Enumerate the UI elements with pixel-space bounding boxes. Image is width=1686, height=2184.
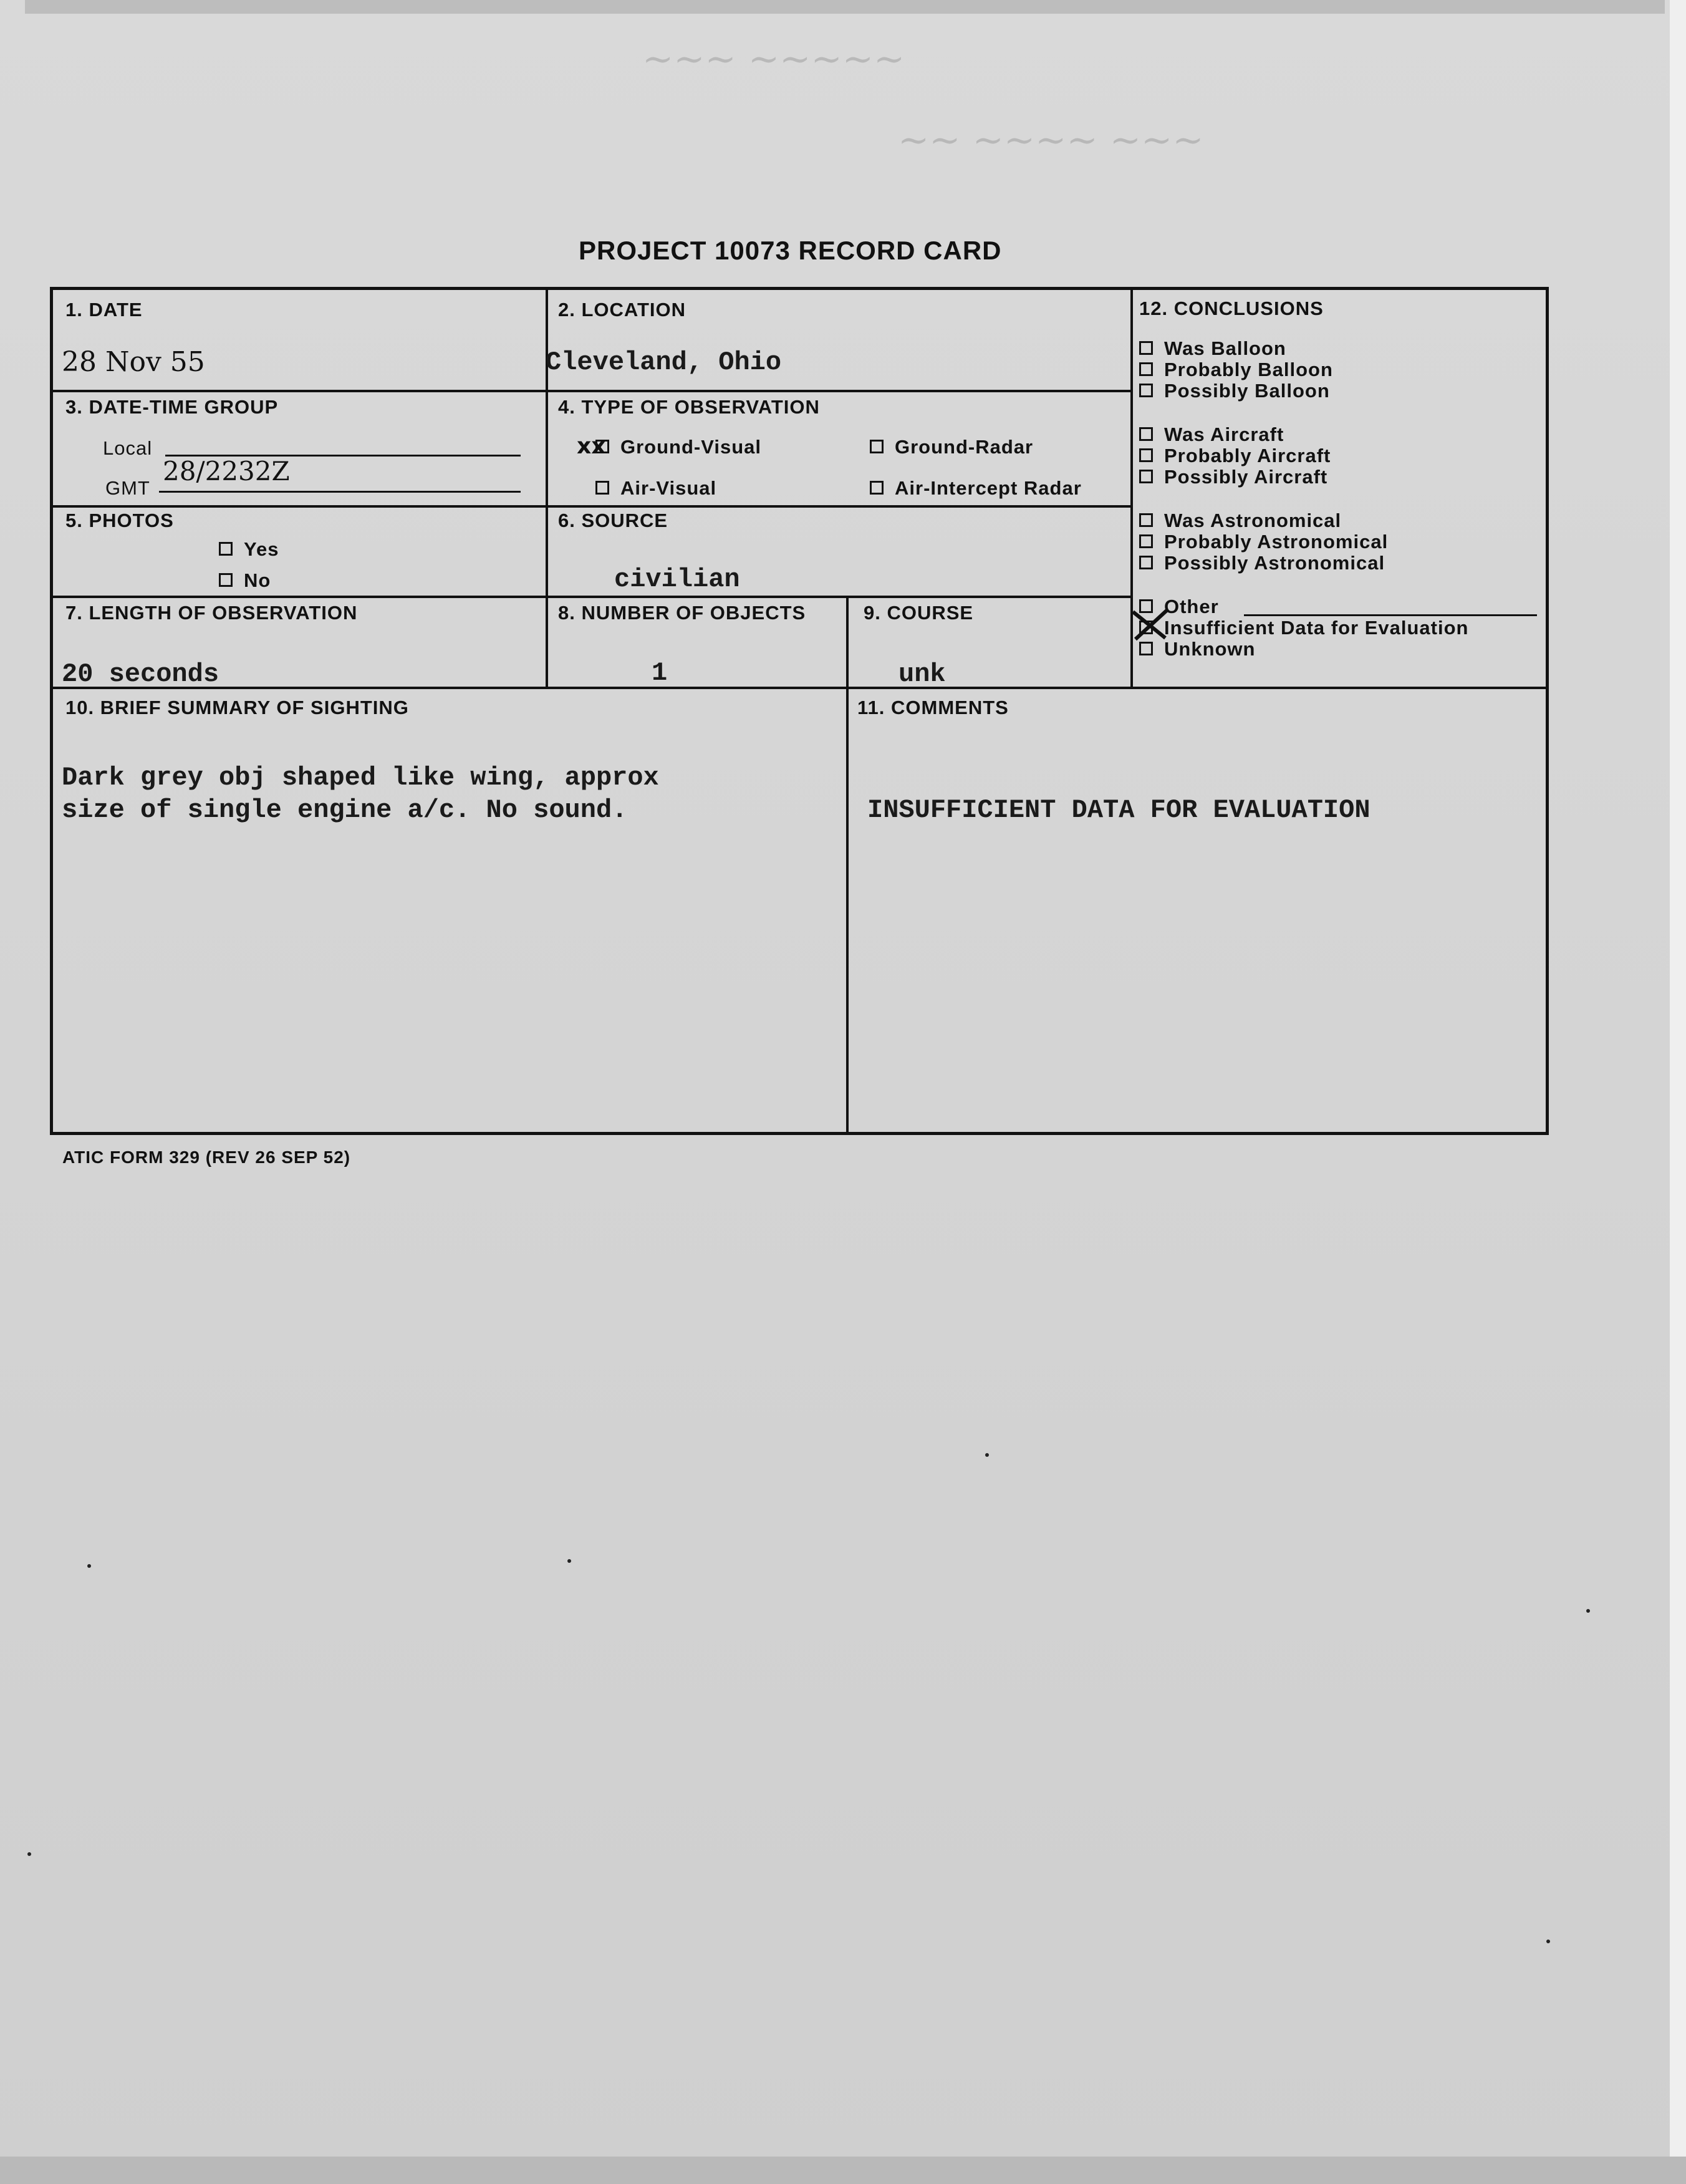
ground-visual-checkbox[interactable] [595,440,609,453]
conclusion-unknown[interactable] [1139,638,1256,660]
checkbox[interactable] [1139,362,1153,376]
scan-edge-top [25,0,1665,14]
conclusion-text: Insufficient Data for Evaluation [1164,617,1469,639]
photos-yes-option[interactable] [219,538,279,561]
num-objects-label: 8. NUMBER OF OBJECTS [558,602,806,624]
ground-visual-mark: xx [577,433,606,459]
conclusion-text: Was Balloon [1164,337,1286,359]
checkbox[interactable] [1139,556,1153,569]
conclusion-was-astronomical[interactable] [1139,510,1341,532]
conclusion-text: Probably Aircraft [1164,445,1331,466]
divider-h3 [53,596,1132,598]
dtg-gmt-line [159,491,521,493]
checkbox[interactable] [1139,341,1153,355]
conclusion-text: Unknown [1164,638,1256,660]
conclusion-insufficient-data[interactable] [1139,617,1468,639]
bleed-through-handwriting: ~~~ ~~~~~ [642,37,905,81]
conclusion-was-balloon[interactable] [1139,337,1286,360]
conclusion-text: Probably Astronomical [1164,531,1389,553]
length-label: 7. LENGTH OF OBSERVATION [65,602,358,624]
checkbox[interactable] [1139,513,1153,527]
photos-yes-text: Yes [244,538,279,560]
type-observation-label: 4. TYPE OF OBSERVATION [558,396,820,418]
dust-speck [87,1564,91,1568]
dtg-gmt-label: GMT [105,477,150,499]
ground-visual-text: Ground-Visual [620,436,762,458]
dust-speck [567,1559,571,1563]
bleed-through-handwriting-2: ~~ ~~~~ ~~~ [898,118,1204,162]
air-visual-text: Air-Visual [620,477,717,499]
other-line [1244,614,1537,616]
conclusion-probably-balloon[interactable] [1139,359,1333,381]
divider-h4 [53,687,1547,689]
dust-speck [1546,1940,1550,1943]
checkbox[interactable] [1139,448,1153,462]
air-visual-option[interactable] [595,477,716,500]
scan-edge-right [1670,0,1686,2184]
location-label: 2. LOCATION [558,299,686,321]
card-title: PROJECT 10073 RECORD CARD [579,236,1002,265]
record-card [50,287,1549,1135]
source-label: 6. SOURCE [558,510,668,531]
ground-radar-checkbox[interactable] [870,440,884,453]
conclusion-was-aircraft[interactable] [1139,423,1284,446]
dust-speck [27,1852,31,1856]
conclusion-text: Possibly Aircraft [1164,466,1328,488]
conclusions-label: 12. CONCLUSIONS [1139,297,1324,319]
photos-no-checkbox[interactable] [219,573,233,587]
length-value: 20 seconds [62,659,219,689]
course-label: 9. COURSE [864,602,974,624]
photos-no-option[interactable] [219,569,271,592]
air-intercept-text: Air-Intercept Radar [895,477,1082,499]
conclusion-possibly-balloon[interactable] [1139,380,1330,402]
photos-yes-checkbox[interactable] [219,542,233,556]
course-value: unk [898,659,946,689]
checkbox[interactable] [1139,427,1153,441]
date-label: 1. DATE [65,299,143,321]
conclusion-text: Was Astronomical [1164,510,1342,531]
air-intercept-option[interactable] [870,477,1082,500]
conclusion-possibly-aircraft[interactable] [1139,466,1327,488]
conclusion-text: Probably Balloon [1164,359,1333,380]
dtg-label: 3. DATE-TIME GROUP [65,396,279,418]
summary-line-2: size of single engine a/c. No sound. [62,795,628,825]
dust-speck [1586,1609,1590,1613]
air-intercept-checkbox[interactable] [870,481,884,495]
num-objects-value: 1 [652,658,668,688]
checkbox[interactable] [1139,642,1153,655]
photos-label: 5. PHOTOS [65,510,174,531]
conclusion-probably-astronomical[interactable] [1139,531,1388,553]
conclusion-text: Other [1164,596,1219,617]
conclusion-text: Possibly Astronomical [1164,552,1385,574]
source-value: civilian [614,564,740,594]
ground-radar-text: Ground-Radar [895,436,1034,458]
conclusion-possibly-astronomical[interactable] [1139,552,1385,574]
scan-edge-bottom [0,2157,1686,2184]
comments-label: 11. COMMENTS [857,697,1009,718]
dtg-gmt-value: 28/2232Z [163,456,290,486]
dust-speck [985,1453,989,1457]
conclusion-text: Was Aircraft [1164,423,1284,445]
summary-label: 10. BRIEF SUMMARY OF SIGHTING [65,697,409,718]
photos-no-text: No [244,569,271,591]
summary-line-1: Dark grey obj shaped like wing, approx [62,763,659,793]
checkbox[interactable] [1139,470,1153,483]
ground-visual-option[interactable] [595,436,761,458]
ground-radar-option[interactable] [870,436,1033,458]
divider-h1 [53,390,1132,392]
conclusion-probably-aircraft[interactable] [1139,445,1331,467]
comments-value: INSUFFICIENT DATA FOR EVALUATION [867,795,1370,825]
form-footer: ATIC FORM 329 (REV 26 SEP 52) [62,1148,351,1167]
checkbox[interactable] [1139,534,1153,548]
conclusion-text: Possibly Balloon [1164,380,1330,402]
location-value: Cleveland, Ohio [546,347,782,377]
divider-h2 [53,505,1132,508]
date-value: 28 Nov 55 [62,346,205,378]
checkbox[interactable] [1139,384,1153,397]
air-visual-checkbox[interactable] [595,481,609,495]
divider-v3 [846,596,849,1133]
dtg-local-label: Local [103,437,153,459]
